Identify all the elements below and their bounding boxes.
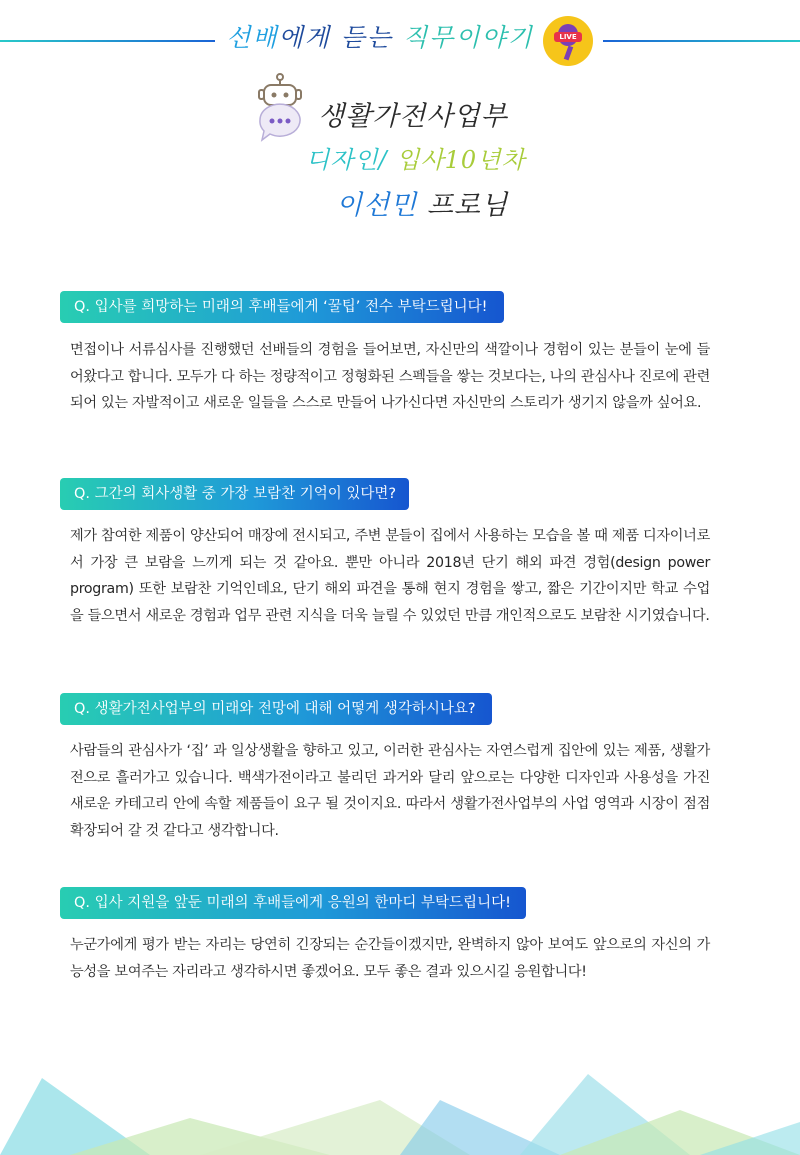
name-part-1: 이선민 [336, 190, 427, 221]
role-part-2: 입사10년차 [396, 146, 526, 174]
answer-text-1: 면접이나 서류심사를 진행했던 선배들의 경험을 들어보면, 자신만의 색깔이나 경험이 있는 분들이 눈에 들어왔다고 합니다. 모두가 다 하는 정량적이고 정형화된 스펙들을 쌓는 것보다는, 나의 관심사나 진로에 관련되어 있는 자발적이고 새로운 일들을 스스로 만들어 나가신다면 자신만의 스토리가 생기지 않을까 싶어요. [70, 342, 710, 411]
header-line-right [603, 40, 800, 42]
interviewee-name [336, 183, 508, 222]
answer-text-4: 누군가에게 평가 받는 자리는 당연히 긴장되는 순간들이겠지만, 완벽하지 않아 보여도 앞으로의 자신의 가능성을 보여주는 자리라고 생각하시면 좋겠어요. 모두 좋은 결과 있으시길 응원합니다! [70, 937, 710, 980]
mic-stick [564, 46, 573, 61]
title-part-3: 직무이야기 [403, 23, 534, 52]
department-title: 생활가전사업부 [318, 101, 508, 132]
title-part-1: 선배 [226, 23, 279, 52]
role-part-1: 디자인/ [306, 146, 397, 174]
question-bar-2: Q. 그간의 회사생활 중 가장 보람찬 기억이 있다면? [60, 478, 409, 510]
page-title [225, 18, 535, 54]
question-bar-1: Q. 입사를 희망하는 미래의 후배들에게 ‘꿀팁’ 전수 부탁드립니다! [60, 291, 504, 323]
title-part-2: 에게 듣는 [278, 23, 404, 52]
role-line [306, 140, 526, 175]
header-line-left [0, 40, 215, 42]
decorative-triangles [0, 1060, 800, 1155]
question-bar-4: Q. 입사 지원을 앞둔 미래의 후배들에게 응원의 한마디 부탁드립니다! [60, 887, 526, 919]
answer-text-2: 제가 참여한 제품이 양산되어 매장에 전시되고, 주변 분들이 집에서 사용하는 모습을 볼 때 제품 디자이너로서 가장 큰 보람을 느끼게 되는 것 같아요. 뿐만 아니라 2018년 단기 해외 파견 경험(design power program) 또한 보람찬 기억인데요, 단기 해외 파견을 통해 현지 경험을 쌓고, 짧은 기간이지만 학교 수업을 들으면서 새로운 경험과 업무 관련 지식을 더욱 늘릴 수 있었던 만큼 개인적으로도 보람찬 시기였습니다. [70, 528, 710, 624]
answer-text-3: 사람들의 관심사가 ‘집’ 과 일상생활을 향하고 있고, 이러한 관심사는 자연스럽게 집안에 있는 제품, 생활가전으로 흘러가고 있습니다. 백색가전이라고 불리던 과거와 달리 앞으로는 다양한 디자인과 사용성을 가진 새로운 카테고리 안에 속할 제품들이 요구 될 것이지요. 따라서 생활가전사업부의 사업 영역과 시장이 점점 확장되어 갈 것 같다고 생각합니다. [70, 743, 710, 839]
live-tag: LIVE [554, 32, 582, 42]
robot-chat-icon [254, 72, 306, 142]
live-microphone-icon [543, 16, 593, 66]
question-bar-3: Q. 생활가전사업부의 미래와 전망에 대해 어떻게 생각하시나요? [60, 693, 492, 725]
name-part-2: 프로님 [426, 190, 509, 221]
